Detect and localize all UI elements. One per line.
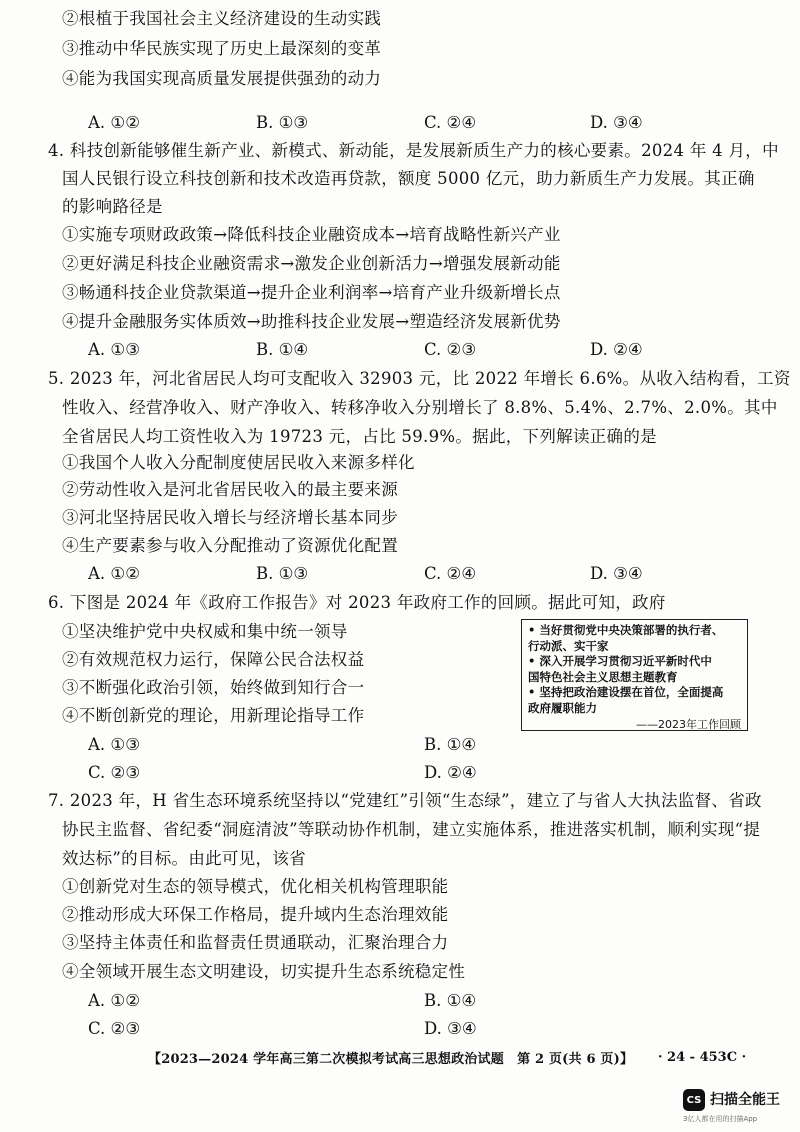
- box-line-5: • 坚持把政治建设摆在首位，全面提高: [528, 685, 724, 699]
- q5-item-1: ①我国个人收入分配制度使居民收入来源多样化: [62, 453, 415, 472]
- q3-item-4: ④能为我国实现高质量发展提供强劲的动力: [62, 69, 382, 88]
- q3-item-3: ③推动中华民族实现了历史上最深刻的变革: [62, 39, 382, 58]
- q3-option-b: B. ①③: [256, 113, 309, 132]
- q4-item-4: ④提升金融服务实体质效→助推科技企业发展→塑造经济发展新优势: [62, 312, 561, 331]
- q7-item-2: ②推动形成大环保工作格局，提升域内生态治理效能: [62, 905, 449, 924]
- q7-option-c: C. ②③: [88, 1019, 141, 1038]
- q6-stem: 6. 下图是 2024 年《政府工作报告》对 2023 年政府工作的回顾。据此可知，政府: [48, 593, 666, 612]
- q6-work-review-box: [521, 619, 748, 731]
- box-line-1: • 当好贯彻党中央决策部署的执行者、: [528, 623, 724, 637]
- q7-item-1: ①创新党对生态的领导模式，优化相关机构管理职能: [62, 877, 449, 896]
- q7-option-d: D. ③④: [424, 1019, 477, 1038]
- q4-option-c: C. ②③: [424, 340, 477, 359]
- q5-option-a: A. ①②: [88, 564, 140, 583]
- q4-stem-line-2: 国人民银行设立科技创新和技术改造再贷款，额度 5000 亿元，助力新质生产力发展。其正确: [62, 169, 755, 188]
- page-footer: 【2023—2024 学年高三第二次模拟考试高三思想政治试题 第 2 页(共 6 页)】: [148, 1052, 634, 1067]
- q6-option-d: D. ②④: [424, 763, 477, 782]
- q6-item-3: ③不断强化政治引领，始终做到知行合一: [62, 678, 365, 697]
- q6-option-a: A. ①③: [88, 735, 140, 754]
- q4-item-2: ②更好满足科技企业融资需求→激发企业创新活力→增强发展新动能: [62, 254, 561, 273]
- q6-option-c: C. ②③: [88, 763, 141, 782]
- q3-item-2: ②根植于我国社会主义经济建设的生动实践: [62, 9, 382, 28]
- q7-item-4: ④全领域开展生态文明建设，切实提升生态系统稳定性: [62, 962, 466, 981]
- q5-stem-line-2: 性收入、经营净收入、财产净收入、转移净收入分别增长了 8.8%、5.4%、2.7%、2.0%。其中: [62, 398, 778, 417]
- q4-item-1: ①实施专项财政政策→降低科技企业融资成本→培育战略性新兴产业: [62, 225, 561, 244]
- q5-option-c: C. ②④: [424, 564, 477, 583]
- q5-stem-line-3: 全省居民人均工资性收入为 19723 元，占比 59.9%。据此，下列解读正确的是: [62, 427, 657, 446]
- paper-code: · 24 - 453C ·: [658, 1050, 747, 1065]
- q3-option-d: D. ③④: [590, 113, 643, 132]
- box-line-4: 国特色社会主义思想主题教育: [528, 669, 678, 684]
- q4-option-d: D. ②④: [590, 340, 643, 359]
- q4-option-a: A. ①③: [88, 340, 140, 359]
- q7-item-3: ③坚持主体责任和监督责任贯通联动，汇聚治理合力: [62, 933, 449, 952]
- q7-stem-line-3: 效达标”的目标。由此可见，该省: [62, 849, 306, 868]
- q5-item-3: ③河北坚持居民收入增长与经济增长基本同步: [62, 508, 398, 527]
- q5-option-d: D. ③④: [590, 564, 643, 583]
- box-source: ——2023年工作回顾: [636, 718, 741, 731]
- q5-item-2: ②劳动性收入是河北省居民收入的最主要来源: [62, 480, 398, 499]
- q3-option-c: C. ②④: [424, 113, 477, 132]
- camscanner-tagline: 3亿人都在用的扫描App: [683, 1115, 758, 1123]
- q4-item-3: ③畅通科技企业贷款渠道→提升企业利润率→培育产业升级新增长点: [62, 283, 561, 302]
- q6-option-b: B. ①④: [424, 735, 477, 754]
- box-line-2: 行动派、实干家: [528, 638, 609, 653]
- q5-stem-line-1: 5. 2023 年，河北省居民人均可支配收入 32903 元，比 2022 年增长 6.6%。从收入结构看，工资: [48, 369, 791, 388]
- q5-item-4: ④生产要素参与收入分配推动了资源优化配置: [62, 536, 398, 555]
- q4-option-b: B. ①④: [256, 340, 309, 359]
- q3-option-a: A. ①②: [88, 113, 140, 132]
- camscanner-logo-icon: CS: [683, 1089, 705, 1111]
- q5-option-b: B. ①③: [256, 564, 309, 583]
- box-line-6: 政府履职能力: [528, 700, 597, 715]
- q7-stem-line-1: 7. 2023 年，H 省生态环境系统坚持以“党建红”引领“生态绿”，建立了与省人大执法监督、省政: [48, 791, 762, 810]
- q6-item-2: ②有效规范权力运行，保障公民合法权益: [62, 650, 365, 669]
- q6-item-1: ①坚决维护党中央权威和集中统一领导: [62, 622, 348, 641]
- box-line-3: • 深入开展学习贯彻习近平新时代中: [528, 654, 712, 668]
- q7-option-b: B. ①④: [424, 991, 477, 1010]
- camscanner-name: 扫描全能王: [710, 1092, 780, 1108]
- q7-stem-line-2: 协民主监督、省纪委“洞庭清波”等联动协作机制，建立实施体系，推进落实机制，顺利实现“提: [62, 820, 761, 839]
- q6-item-4: ④不断创新党的理论，用新理论指导工作: [62, 706, 365, 725]
- q7-option-a: A. ①②: [88, 991, 140, 1010]
- q4-stem-line-1: 4. 科技创新能够催生新产业、新模式、新动能，是发展新质生产力的核心要素。2024 年 4 月，中: [48, 141, 779, 160]
- q4-stem-line-3: 的影响路径是: [62, 197, 163, 216]
